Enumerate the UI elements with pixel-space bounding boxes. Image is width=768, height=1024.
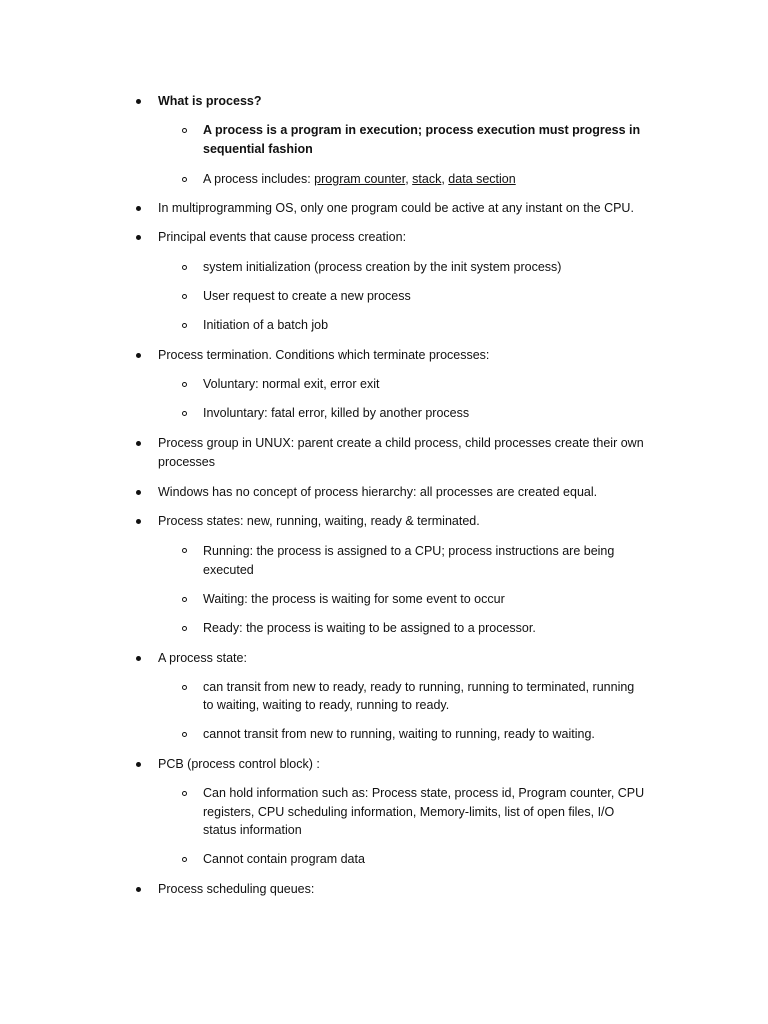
can-transit-line-2: to waiting, waiting to ready, running to ready. bbox=[203, 698, 450, 712]
sub-bullet-marker bbox=[182, 411, 187, 416]
sub-bullet-marker bbox=[182, 294, 187, 299]
bullet-marker bbox=[136, 887, 141, 892]
heading-what-is-process: What is process? bbox=[158, 94, 262, 108]
definition-line-1: A process is a program in execution; process execution must progress in bbox=[203, 123, 641, 137]
bullet-marker bbox=[136, 99, 141, 104]
definition-line-2: sequential fashion bbox=[203, 142, 313, 156]
sub-bullet-marker bbox=[182, 323, 187, 328]
pcb-hold-line-3: status information bbox=[203, 823, 302, 837]
sub-bullet-marker bbox=[182, 548, 187, 553]
sub-bullet-marker bbox=[182, 265, 187, 270]
sub-bullet-marker bbox=[182, 732, 187, 737]
state-ready: Ready: the process is waiting to be assigned to a processor. bbox=[203, 621, 536, 635]
sub-bullet-marker bbox=[182, 177, 187, 182]
process-includes-prefix: A process includes: bbox=[203, 172, 315, 186]
process-state-heading: A process state: bbox=[158, 651, 247, 665]
separator: , bbox=[441, 172, 449, 186]
creation-item-3: Initiation of a batch job bbox=[203, 318, 329, 332]
bullet-marker bbox=[136, 206, 141, 211]
state-running-line-1: Running: the process is assigned to a CPU; process instructions are being bbox=[203, 544, 615, 558]
sub-bullet-marker bbox=[182, 685, 187, 690]
creation-item-1: system initialization (process creation by the init system process) bbox=[203, 260, 562, 274]
multiprogramming-item: In multiprogramming OS, only one program could be active at any instant on the CPU. bbox=[158, 201, 634, 215]
sub-bullet-marker bbox=[182, 382, 187, 387]
pcb-heading: PCB (process control block) : bbox=[158, 757, 320, 771]
bullet-marker bbox=[136, 441, 141, 446]
process-includes-line bbox=[203, 170, 516, 189]
sub-bullet-marker bbox=[182, 791, 187, 796]
state-running-line-2: executed bbox=[203, 563, 254, 577]
pcb-cannot: Cannot contain program data bbox=[203, 852, 365, 866]
bullet-marker bbox=[136, 762, 141, 767]
sub-bullet-marker bbox=[182, 626, 187, 631]
termination-item-2: Involuntary: fatal error, killed by another process bbox=[203, 406, 470, 420]
bullet-marker bbox=[136, 353, 141, 358]
link-program-counter[interactable]: program counter bbox=[314, 172, 406, 186]
can-transit-line-1: can transit from new to ready, ready to running, running to terminated, running bbox=[203, 680, 635, 694]
separator: , bbox=[405, 172, 413, 186]
pcb-hold-line-2: registers, CPU scheduling information, Memory-limits, list of open files, I/O bbox=[203, 805, 615, 819]
scheduling-queues-heading: Process scheduling queues: bbox=[158, 882, 315, 896]
pcb-hold-line-1: Can hold information such as: Process state, process id, Program counter, CPU bbox=[203, 786, 645, 800]
cannot-transit: cannot transit from new to running, waiting to running, ready to waiting. bbox=[203, 727, 595, 741]
state-waiting: Waiting: the process is waiting for some event to occur bbox=[203, 592, 505, 606]
sub-bullet-marker bbox=[182, 857, 187, 862]
sub-bullet-marker bbox=[182, 597, 187, 602]
termination-heading: Process termination. Conditions which terminate processes: bbox=[158, 348, 490, 362]
process-group-line-1: Process group in UNUX: parent create a child process, child processes create their own bbox=[158, 436, 644, 450]
states-heading: Process states: new, running, waiting, ready & terminated. bbox=[158, 514, 480, 528]
bullet-marker bbox=[136, 490, 141, 495]
bullet-marker bbox=[136, 656, 141, 661]
bullet-marker bbox=[136, 519, 141, 524]
sub-bullet-marker bbox=[182, 128, 187, 133]
windows-item: Windows has no concept of process hierarchy: all processes are created equal. bbox=[158, 485, 598, 499]
process-group-line-2: processes bbox=[158, 455, 215, 469]
creation-heading: Principal events that cause process creation: bbox=[158, 230, 407, 244]
bullet-marker bbox=[136, 235, 141, 240]
link-stack[interactable]: stack bbox=[412, 172, 442, 186]
link-data-section[interactable]: data section bbox=[448, 172, 516, 186]
termination-item-1: Voluntary: normal exit, error exit bbox=[203, 377, 380, 391]
creation-item-2: User request to create a new process bbox=[203, 289, 411, 303]
